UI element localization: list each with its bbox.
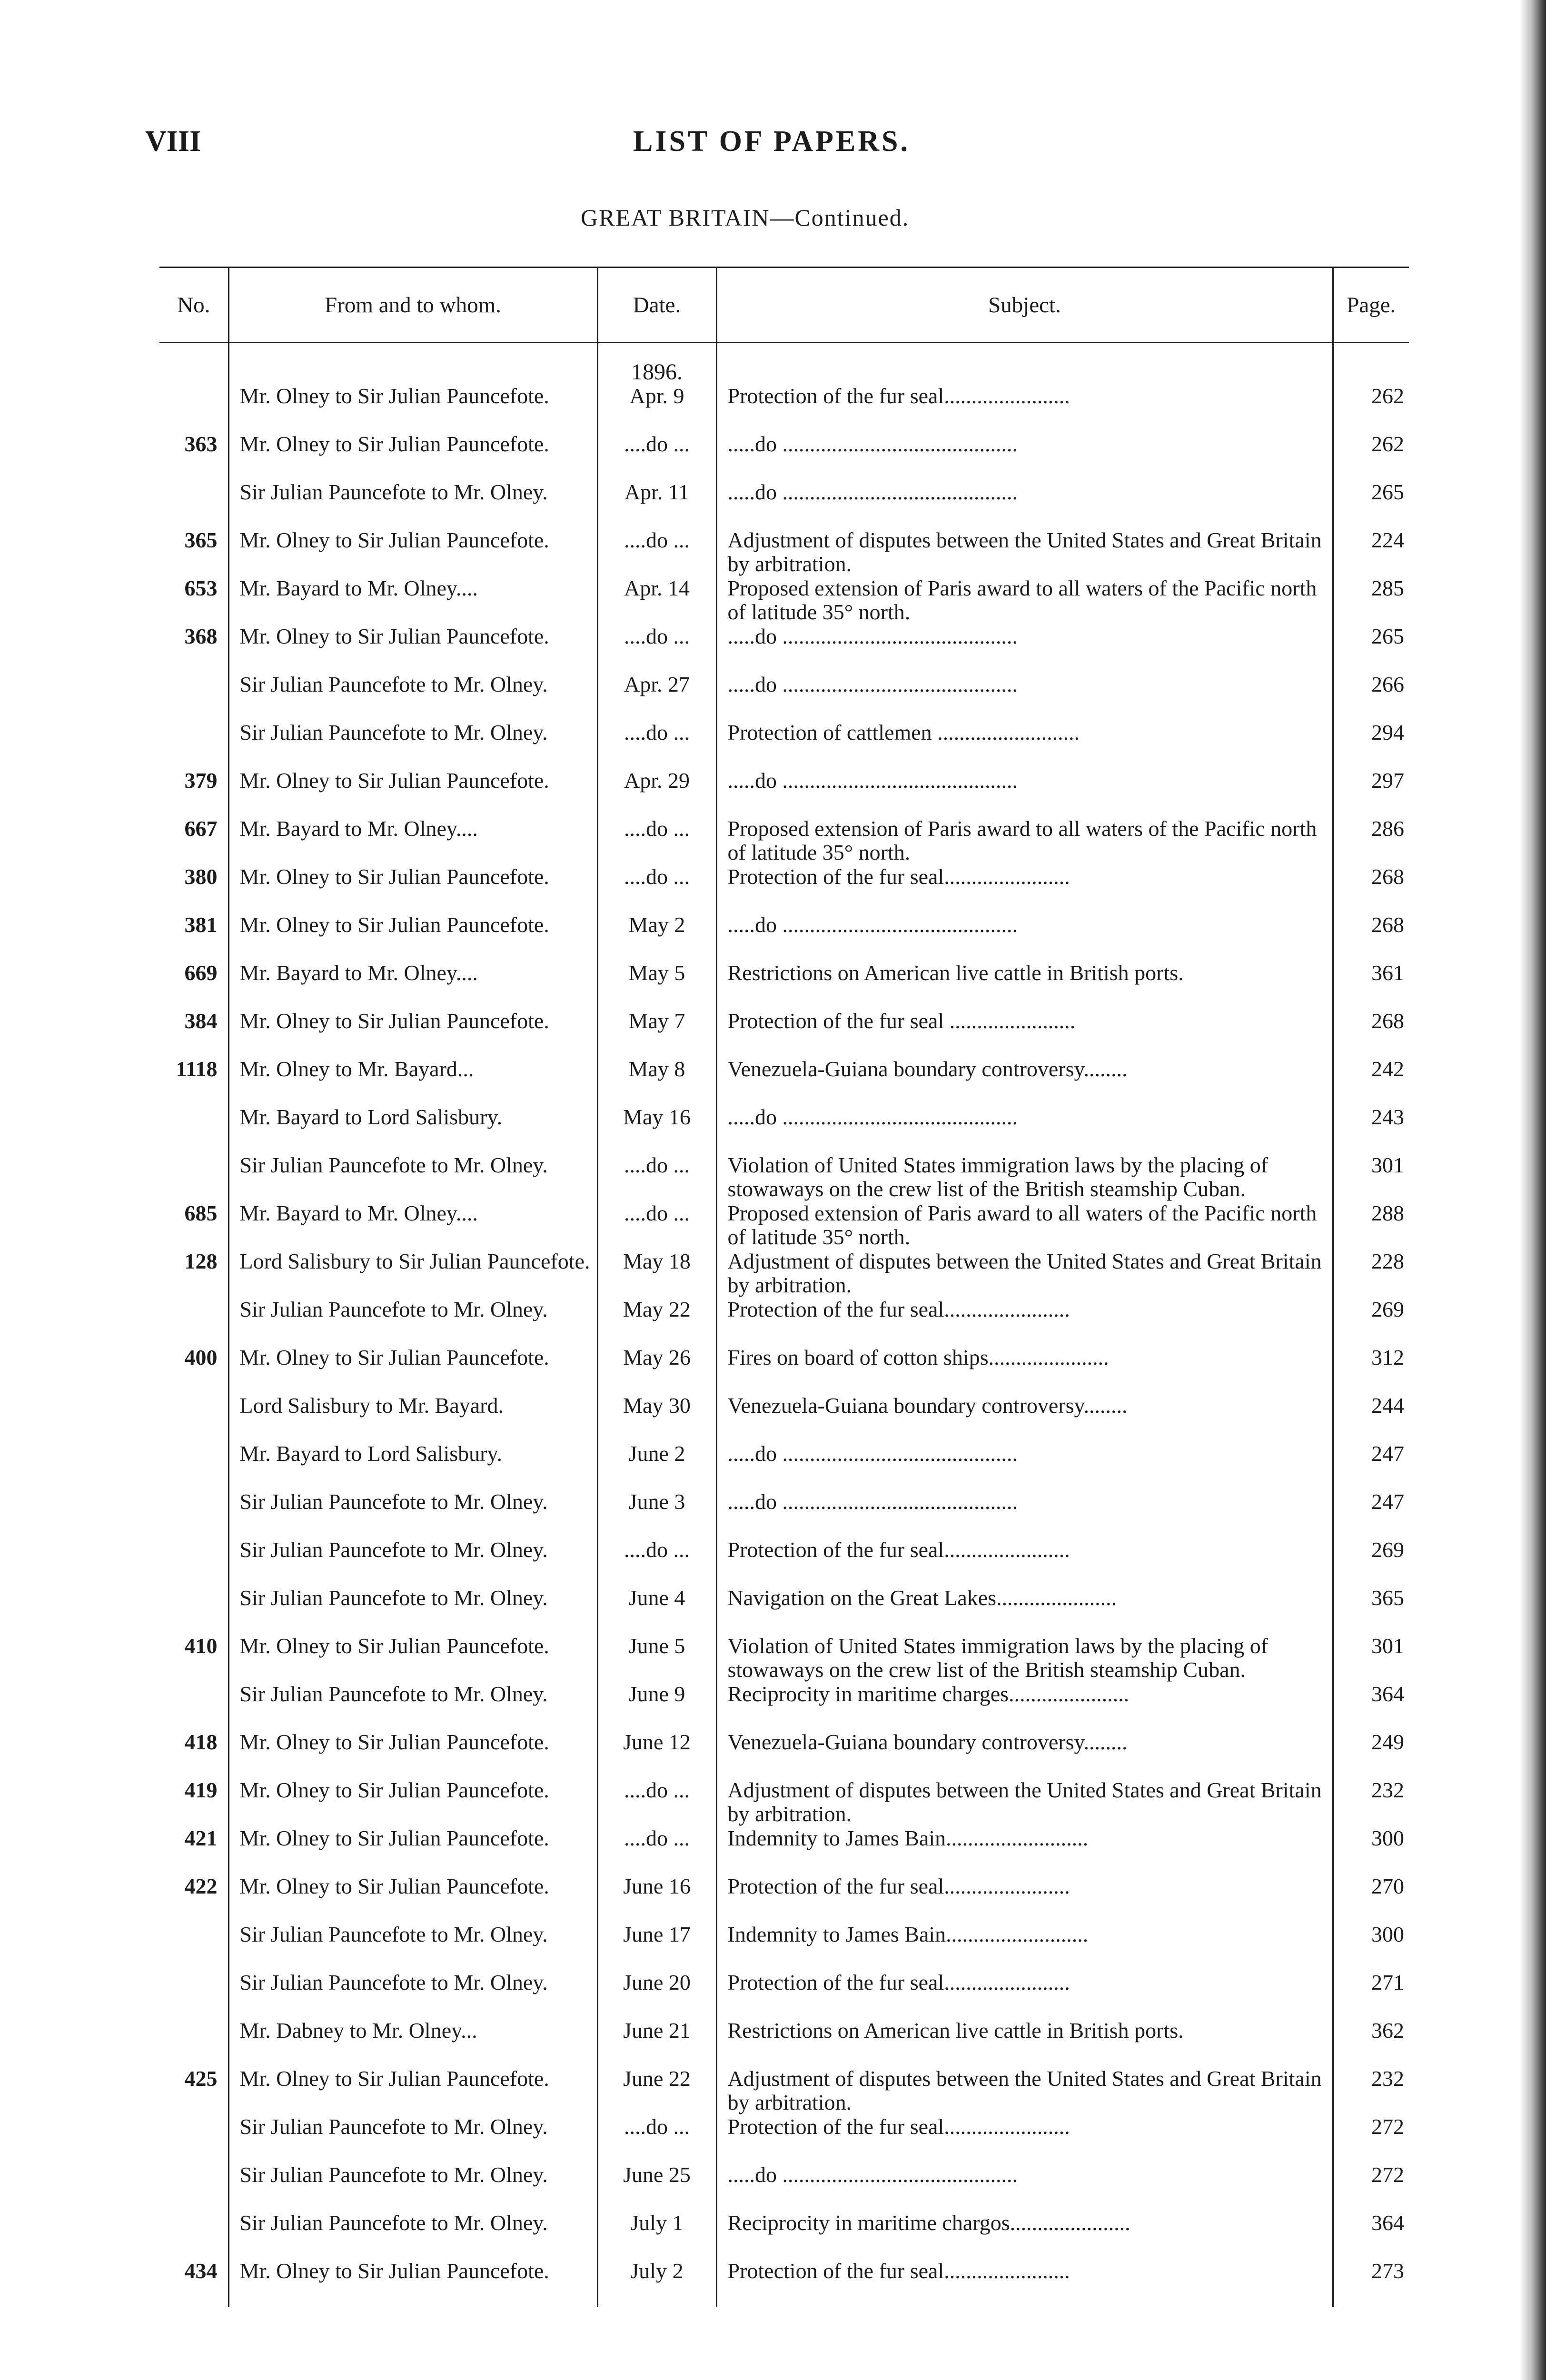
cell-from-to-whom: Lord Salisbury to Sir Julian Pauncefote. [228,1250,597,1298]
cell-subject: .....do ........................................... [716,673,1333,721]
cell-subject: Proposed extension of Paris award to all waters of the Pacific north of latitude 35° north. [716,817,1333,865]
cell-from-to-whom: Mr. Bayard to Mr. Olney.... [228,817,597,865]
cell-date: ....do ... [597,1778,716,1826]
cell-from-to-whom: Mr. Olney to Sir Julian Pauncefote. [228,384,597,432]
table-row [159,1057,1409,1105]
cell-subject: Protection of the fur seal....................... [716,865,1333,913]
table-row [159,961,1409,1009]
table-row [159,384,1409,432]
cell-paper-number: 363 [184,432,218,456]
cell-subject: .....do ........................................... [716,1105,1333,1153]
year-row [159,343,1409,385]
cell-date: May 8 [597,1057,716,1105]
cell-date: ....do ... [597,528,716,576]
cell-subject: Indemnity to James Bain.......................... [716,1826,1333,1874]
cell-from-to-whom: Sir Julian Pauncefote to Mr. Olney. [228,2163,597,2211]
cell-paper-number [159,2115,228,2163]
cell-from-to-whom: Sir Julian Pauncefote to Mr. Olney. [228,1586,597,1634]
cell-date: June 2 [597,1442,716,1490]
cell-page-ref: 232 [1333,2067,1409,2115]
table-row [159,1298,1409,1346]
cell-page-ref: 272 [1333,2163,1409,2211]
cell-paper-number [159,1586,228,1634]
cell-from-to-whom: Mr. Olney to Sir Julian Pauncefote. [228,1346,597,1394]
cell-paper-number: 669 [184,961,218,985]
column-header-no: No. [159,268,228,343]
cell-subject: Navigation on the Great Lakes...................... [716,1586,1333,1634]
table-row [159,1730,1409,1778]
cell-page-ref: 269 [1333,1538,1409,1586]
table-row [159,1394,1409,1442]
cell-page-ref: 271 [1333,1971,1409,2019]
cell-subject: Proposed extension of Paris award to all waters of the Pacific north of latitude 35° north. [716,1201,1333,1250]
table-row [159,528,1409,576]
table-row [159,2163,1409,2211]
cell-from-to-whom: Sir Julian Pauncefote to Mr. Olney. [228,1923,597,1971]
cell-date: July 1 [597,2211,716,2259]
cell-subject: .....do ........................................... [716,480,1333,528]
column-header-subject: Subject. [716,268,1333,343]
table-row [159,2067,1409,2115]
cell-paper-number: 128 [184,1250,218,1273]
scan-edge-shadow [1519,0,1546,2380]
cell-from-to-whom: Mr. Olney to Sir Julian Pauncefote. [228,625,597,673]
cell-page-ref: 300 [1333,1923,1409,1971]
cell-paper-number: 422 [184,1874,218,1898]
cell-from-to-whom: Sir Julian Pauncefote to Mr. Olney. [228,1490,597,1538]
cell-subject: Venezuela-Guiana boundary controversy........ [716,1394,1333,1442]
cell-subject: Adjustment of disputes between the United States and Great Britain by arbitration. [716,1778,1333,1826]
table-row [159,673,1409,721]
cell-from-to-whom: Mr. Bayard to Lord Salisbury. [228,1442,597,1490]
cell-date: Apr. 14 [597,576,716,625]
cell-from-to-whom: Mr. Olney to Sir Julian Pauncefote. [228,769,597,817]
cell-paper-number: 410 [184,1634,218,1658]
cell-subject: Violation of United States immigration laws by the placing of stowaways on the crew list of the British steamship Cuban. [716,1634,1333,1682]
cell-subject: Adjustment of disputes between the United States and Great Britain by arbitration. [716,528,1333,576]
cell-from-to-whom: Mr. Olney to Sir Julian Pauncefote. [228,1730,597,1778]
cell-date: ....do ... [597,1826,716,1874]
table-header-row [159,268,1409,343]
table-row [159,1923,1409,1971]
cell-page-ref: 228 [1333,1250,1409,1298]
cell-date: ....do ... [597,817,716,865]
cell-paper-number [159,1538,228,1586]
column-header-from-to: From and to whom. [228,268,597,343]
cell-date: ....do ... [597,625,716,673]
cell-from-to-whom: Mr. Olney to Sir Julian Pauncefote. [228,1826,597,1874]
cell-subject: Protection of the fur seal....................... [716,1538,1333,1586]
cell-from-to-whom: Sir Julian Pauncefote to Mr. Olney. [228,721,597,769]
cell-page-ref: 247 [1333,1490,1409,1538]
table-row [159,2115,1409,2163]
table-row [159,1826,1409,1874]
cell-date: June 4 [597,1586,716,1634]
cell-paper-number [159,721,228,769]
cell-date: ....do ... [597,865,716,913]
cell-from-to-whom: Sir Julian Pauncefote to Mr. Olney. [228,2211,597,2259]
table-row [159,1971,1409,2019]
cell-subject: Protection of the fur seal....................... [716,2115,1333,2163]
cell-page-ref: 285 [1333,576,1409,625]
cell-paper-number [159,480,228,528]
cell-date: ....do ... [597,1153,716,1201]
cell-date: May 26 [597,1346,716,1394]
cell-subject: .....do ........................................... [716,1442,1333,1490]
table-row [159,2019,1409,2067]
cell-date: Apr. 9 [597,384,716,432]
cell-from-to-whom: Mr. Olney to Sir Julian Pauncefote. [228,865,597,913]
cell-paper-number [159,2211,228,2259]
cell-from-to-whom: Sir Julian Pauncefote to Mr. Olney. [228,673,597,721]
cell-from-to-whom: Sir Julian Pauncefote to Mr. Olney. [228,480,597,528]
table-row [159,1442,1409,1490]
cell-subject: Protection of the fur seal....................... [716,1971,1333,2019]
cell-page-ref: 244 [1333,1394,1409,1442]
papers-table-container [159,267,1409,2307]
cell-subject: Fires on board of cotton ships...................... [716,1346,1333,1394]
cell-from-to-whom: Mr. Dabney to Mr. Olney... [228,2019,597,2067]
table-row [159,1538,1409,1586]
cell-date: May 5 [597,961,716,1009]
cell-paper-number: 421 [184,1826,218,1850]
cell-page-ref: 242 [1333,1057,1409,1105]
cell-date: May 18 [597,1250,716,1298]
cell-date: June 20 [597,1971,716,2019]
cell-page-ref: 294 [1333,721,1409,769]
cell-page-ref: 288 [1333,1201,1409,1250]
cell-date: May 30 [597,1394,716,1442]
cell-date: May 7 [597,1009,716,1057]
cell-paper-number [159,673,228,721]
cell-page-ref: 364 [1333,1682,1409,1730]
cell-subject: Protection of the fur seal ....................... [716,1009,1333,1057]
cell-from-to-whom: Mr. Olney to Sir Julian Pauncefote. [228,2067,597,2115]
cell-paper-number [159,1490,228,1538]
cell-from-to-whom: Mr. Olney to Sir Julian Pauncefote. [228,1634,597,1682]
cell-subject: Restrictions on American live cattle in British ports. [716,961,1333,1009]
cell-from-to-whom: Mr. Olney to Sir Julian Pauncefote. [228,528,597,576]
cell-subject: Protection of the fur seal....................... [716,2259,1333,2307]
cell-date: Apr. 29 [597,769,716,817]
cell-subject: Protection of cattlemen .......................... [716,721,1333,769]
cell-from-to-whom: Mr. Bayard to Mr. Olney.... [228,1201,597,1250]
cell-paper-number [159,1298,228,1346]
section-heading: GREAT BRITAIN—Continued. [581,204,910,231]
cell-paper-number: 379 [184,769,218,793]
table-row [159,1153,1409,1201]
table-row [159,817,1409,865]
cell-from-to-whom: Sir Julian Pauncefote to Mr. Olney. [228,1682,597,1730]
cell-date: ....do ... [597,1538,716,1586]
year-label: 1896. [597,343,716,385]
cell-page-ref: 232 [1333,1778,1409,1826]
cell-subject: Reciprocity in maritime charges...................... [716,1682,1333,1730]
cell-from-to-whom: Sir Julian Pauncefote to Mr. Olney. [228,1298,597,1346]
cell-from-to-whom: Lord Salisbury to Mr. Bayard. [228,1394,597,1442]
cell-subject: Reciprocity in maritime chargos...................... [716,2211,1333,2259]
table-row [159,432,1409,480]
cell-subject: Restrictions on American live cattle in British ports. [716,2019,1333,2067]
cell-subject: Adjustment of disputes between the United States and Great Britain by arbitration. [716,1250,1333,1298]
cell-paper-number [159,2019,228,2067]
cell-subject: Protection of the fur seal....................... [716,1298,1333,1346]
cell-subject: Protection of the fur seal....................... [716,384,1333,432]
cell-subject: Adjustment of disputes between the United States and Great Britain by arbitration. [716,2067,1333,2115]
table-row [159,1586,1409,1634]
cell-from-to-whom: Mr. Olney to Sir Julian Pauncefote. [228,2259,597,2307]
cell-from-to-whom: Mr. Olney to Sir Julian Pauncefote. [228,1874,597,1923]
cell-subject: Venezuela-Guiana boundary controversy........ [716,1057,1333,1105]
cell-subject: .....do ........................................... [716,769,1333,817]
column-header-date: Date. [597,268,716,343]
table-row [159,1682,1409,1730]
table-row [159,1874,1409,1923]
cell-page-ref: 268 [1333,865,1409,913]
cell-paper-number: 381 [184,913,218,937]
cell-paper-number: 384 [184,1009,218,1033]
cell-date: June 21 [597,2019,716,2067]
cell-date: Apr. 27 [597,673,716,721]
cell-paper-number [159,1971,228,2019]
cell-paper-number [159,1442,228,1490]
cell-from-to-whom: Sir Julian Pauncefote to Mr. Olney. [228,1971,597,2019]
cell-date: June 25 [597,2163,716,2211]
table-row [159,865,1409,913]
table-row [159,2259,1409,2307]
cell-from-to-whom: Mr. Olney to Sir Julian Pauncefote. [228,1009,597,1057]
cell-date: June 12 [597,1730,716,1778]
cell-subject: .....do ........................................... [716,625,1333,673]
cell-page-ref: 268 [1333,1009,1409,1057]
cell-date: June 9 [597,1682,716,1730]
cell-subject: .....do ........................................... [716,2163,1333,2211]
table-row [159,1634,1409,1682]
cell-paper-number: 1118 [176,1057,218,1081]
cell-paper-number: 425 [184,2067,218,2091]
cell-date: May 16 [597,1105,716,1153]
cell-page-ref: 265 [1333,480,1409,528]
cell-paper-number [159,384,228,432]
cell-date: June 16 [597,1874,716,1923]
cell-paper-number: 419 [184,1778,218,1802]
cell-paper-number: 365 [184,528,218,552]
table-row [159,576,1409,625]
cell-paper-number [159,1153,228,1201]
cell-paper-number: 685 [184,1201,218,1225]
table-row [159,1105,1409,1153]
cell-date: ....do ... [597,432,716,480]
cell-date: ....do ... [597,721,716,769]
cell-page-ref: 364 [1333,2211,1409,2259]
cell-subject: Indemnity to James Bain.......................... [716,1923,1333,1971]
cell-paper-number [159,2163,228,2211]
papers-table [159,267,1409,2307]
cell-date: June 5 [597,1634,716,1682]
page-title: LIST OF PAPERS. [633,125,911,158]
cell-date: June 17 [597,1923,716,1971]
cell-subject: .....do ........................................... [716,1490,1333,1538]
cell-page-ref: 272 [1333,2115,1409,2163]
cell-page-ref: 268 [1333,913,1409,961]
cell-from-to-whom: Mr. Olney to Sir Julian Pauncefote. [228,913,597,961]
cell-paper-number: 368 [184,625,218,648]
table-row [159,769,1409,817]
column-header-page: Page. [1333,268,1409,343]
cell-paper-number: 667 [184,817,218,841]
cell-page-ref: 262 [1333,432,1409,480]
cell-subject: Proposed extension of Paris award to all waters of the Pacific north of latitude 35° north. [716,576,1333,625]
cell-page-ref: 365 [1333,1586,1409,1634]
cell-from-to-whom: Mr. Olney to Mr. Bayard... [228,1057,597,1105]
cell-subject: .....do ........................................... [716,432,1333,480]
cell-page-ref: 312 [1333,1346,1409,1394]
cell-date: ....do ... [597,2115,716,2163]
cell-page-ref: 243 [1333,1105,1409,1153]
cell-date: May 22 [597,1298,716,1346]
table-row [159,913,1409,961]
cell-from-to-whom: Mr. Bayard to Mr. Olney.... [228,961,597,1009]
cell-page-ref: 266 [1333,673,1409,721]
cell-from-to-whom: Sir Julian Pauncefote to Mr. Olney. [228,2115,597,2163]
cell-from-to-whom: Mr. Olney to Sir Julian Pauncefote. [228,1778,597,1826]
table-row [159,1490,1409,1538]
cell-page-ref: 301 [1333,1634,1409,1682]
cell-subject: Venezuela-Guiana boundary controversy........ [716,1730,1333,1778]
table-row [159,1346,1409,1394]
page-number: VIII [145,125,201,158]
cell-subject: .....do ........................................... [716,913,1333,961]
cell-page-ref: 301 [1333,1153,1409,1201]
cell-paper-number: 653 [184,576,218,600]
table-row [159,721,1409,769]
cell-page-ref: 297 [1333,769,1409,817]
cell-page-ref: 273 [1333,2259,1409,2307]
cell-date: June 3 [597,1490,716,1538]
cell-from-to-whom: Mr. Olney to Sir Julian Pauncefote. [228,432,597,480]
cell-paper-number: 434 [184,2259,218,2283]
cell-page-ref: 300 [1333,1826,1409,1874]
cell-from-to-whom: Mr. Bayard to Mr. Olney.... [228,576,597,625]
cell-date: ....do ... [597,1201,716,1250]
cell-page-ref: 362 [1333,2019,1409,2067]
table-row [159,1009,1409,1057]
cell-date: June 22 [597,2067,716,2115]
table-row [159,1250,1409,1298]
cell-paper-number [159,1682,228,1730]
cell-paper-number: 400 [184,1346,218,1369]
cell-subject: Protection of the fur seal....................... [716,1874,1333,1923]
cell-subject: Violation of United States immigration laws by the placing of stowaways on the crew list of the British steamship Cuban. [716,1153,1333,1201]
table-row [159,1778,1409,1826]
cell-from-to-whom: Sir Julian Pauncefote to Mr. Olney. [228,1153,597,1201]
table-row [159,480,1409,528]
cell-page-ref: 269 [1333,1298,1409,1346]
cell-date: July 2 [597,2259,716,2307]
cell-from-to-whom: Mr. Bayard to Lord Salisbury. [228,1105,597,1153]
cell-paper-number [159,1105,228,1153]
table-row [159,625,1409,673]
cell-page-ref: 286 [1333,817,1409,865]
cell-page-ref: 247 [1333,1442,1409,1490]
cell-date: Apr. 11 [597,480,716,528]
cell-page-ref: 224 [1333,528,1409,576]
cell-page-ref: 265 [1333,625,1409,673]
table-row [159,1201,1409,1250]
cell-from-to-whom: Sir Julian Pauncefote to Mr. Olney. [228,1538,597,1586]
table-row [159,2211,1409,2259]
cell-page-ref: 361 [1333,961,1409,1009]
cell-paper-number [159,1394,228,1442]
cell-page-ref: 270 [1333,1874,1409,1923]
cell-date: May 2 [597,913,716,961]
cell-page-ref: 262 [1333,384,1409,432]
cell-paper-number [159,1923,228,1971]
cell-paper-number: 418 [184,1730,218,1754]
cell-page-ref: 249 [1333,1730,1409,1778]
cell-paper-number: 380 [184,865,218,889]
